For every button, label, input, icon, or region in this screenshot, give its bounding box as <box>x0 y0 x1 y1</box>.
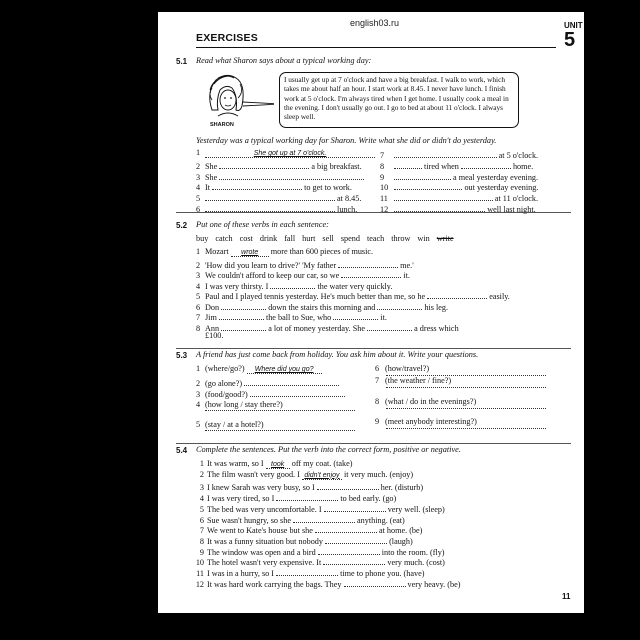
item-text: at 8.45. <box>337 194 362 204</box>
item-text: She <box>205 161 218 171</box>
exercise-item <box>196 247 373 257</box>
question-item <box>375 364 429 373</box>
item-number: 12 <box>380 205 389 214</box>
answer-line[interactable] <box>386 408 546 409</box>
item-number: 1 <box>199 459 204 468</box>
item-number: 7 <box>196 313 201 322</box>
item-text: out yesterday evening. <box>464 183 539 193</box>
handwritten-answer: didn't enjoy <box>304 471 340 479</box>
item-number: 2 <box>199 469 204 479</box>
handwritten-answer: Where did you go? <box>254 366 314 373</box>
item-number: 8 <box>380 161 385 171</box>
answer-blank[interactable] <box>276 566 338 576</box>
item-text: a meal yesterday evening. <box>453 172 539 182</box>
item-number: 8 <box>375 397 380 406</box>
item-text: The film wasn't very good. I <box>207 469 300 479</box>
item-number: 12 <box>195 579 204 589</box>
question-item <box>196 397 285 409</box>
verb-list <box>196 234 454 243</box>
answer-blank[interactable] <box>333 310 378 320</box>
answer-blank[interactable] <box>338 258 398 268</box>
answer-blank[interactable] <box>205 191 335 201</box>
item-number: 6 <box>375 364 380 373</box>
item-number: 5 <box>199 504 204 514</box>
exercise-item <box>194 470 413 480</box>
answer-blank[interactable] <box>367 321 412 331</box>
item-text: Sue wasn't hungry, so she <box>207 515 291 525</box>
answer-blank[interactable] <box>231 247 269 257</box>
item-text: at 5 o'clock. <box>498 151 539 160</box>
item-number: 6 <box>196 302 201 312</box>
question-prompt: (how/travel?) <box>385 364 430 373</box>
item-text: The window was open and a bird <box>207 547 316 557</box>
item-number: 7 <box>375 376 380 385</box>
exercise-instruction: Read what Sharon says about a typical working day: <box>196 56 372 65</box>
answer-line[interactable] <box>386 428 546 429</box>
item-number: 8 <box>196 323 201 333</box>
item-number: 10 <box>195 558 204 568</box>
item-number: 7 <box>199 526 204 536</box>
item-text: at 11 o'clock. <box>494 194 539 204</box>
question-item <box>375 417 477 426</box>
item-text: It was hard work carrying the bags. They <box>207 579 342 589</box>
item-text: We went to Kate's house but she <box>207 526 313 536</box>
item-text: a dress which <box>414 323 459 333</box>
item-number: 1 <box>196 364 201 373</box>
item-text: her. (disturb) <box>380 483 424 493</box>
exercise-number: 5.4 <box>176 446 188 455</box>
exercise-instruction: Put one of these verbs in each sentence: <box>196 220 329 229</box>
item-text: (laugh) <box>389 536 413 546</box>
item-text: Paul and I played tennis yesterday. He's much better than me, so he <box>205 292 426 301</box>
item-text: I knew Sarah was very busy, so I <box>207 483 315 493</box>
unit-number: 5 <box>564 29 576 51</box>
item-number: 4 <box>196 281 201 291</box>
item-number: 9 <box>380 172 385 182</box>
answer-blank[interactable] <box>394 159 422 169</box>
item-text: more than 600 pieces of music. <box>270 247 374 256</box>
item-text: Mozart <box>205 247 229 256</box>
page-number: 11 <box>562 592 571 601</box>
item-text: me.' <box>400 260 414 270</box>
item-text: very much. (cost) <box>387 558 445 568</box>
item-number: 4 <box>196 400 201 409</box>
item-text: tired when <box>424 161 459 171</box>
section-divider <box>176 348 571 349</box>
item-number: 6 <box>199 515 204 525</box>
workbook-page <box>158 12 584 613</box>
question-prompt: (where/go?) <box>205 364 245 373</box>
sharon-portrait-icon <box>200 70 274 122</box>
item-number: 7 <box>380 151 385 160</box>
item-number: 9 <box>199 547 204 557</box>
person-label: SHARON <box>210 122 234 128</box>
answer-blank[interactable] <box>219 310 264 320</box>
handwritten-answer: took <box>271 461 285 468</box>
item-text: it. <box>380 313 387 322</box>
item-number: 5 <box>196 292 201 301</box>
item-text: it. <box>403 271 410 280</box>
answer-blank[interactable] <box>394 148 497 158</box>
verb-words: buy catch cost drink fall hurt sell spend teach throw win <box>196 234 437 243</box>
exercise-number: 5.3 <box>176 351 188 360</box>
answer-line[interactable] <box>205 430 355 431</box>
answer-blank[interactable] <box>270 279 315 289</box>
answer-blank[interactable] <box>302 470 342 480</box>
item-text: I was very thirsty. I <box>205 281 269 291</box>
item-text: to bed early. (go) <box>340 494 397 504</box>
answer-blank[interactable] <box>244 376 339 386</box>
exercise-instruction: Complete the sentences. Put the verb into the correct form, positive or negative. <box>196 445 461 454</box>
item-text: The bed was very uncomfortable. I <box>207 504 322 514</box>
exercise-number: 5.1 <box>176 57 188 66</box>
exercise-instruction-2: Yesterday was a typical working day for Sharon. Write what she did or didn't do yesterday. <box>196 136 497 145</box>
item-number: 2 <box>196 161 201 171</box>
answer-blank[interactable] <box>461 159 511 169</box>
item-number: 4 <box>199 494 204 504</box>
answer-blank[interactable] <box>394 202 485 212</box>
answer-blank[interactable] <box>266 459 290 469</box>
item-text: to get to work. <box>304 183 352 193</box>
handwritten-answer: wrote <box>241 249 259 256</box>
item-text: She <box>205 172 218 182</box>
item-text: off my coat. (take) <box>291 459 353 468</box>
site-watermark: english03.ru <box>350 18 400 28</box>
item-number: 3 <box>199 483 204 493</box>
answer-blank[interactable] <box>323 555 385 565</box>
item-text: very heavy. (be) <box>407 579 461 589</box>
exercises-title: EXERCISES <box>196 32 258 44</box>
item-text: easily. <box>489 292 510 301</box>
item-text: lunch. <box>337 205 358 214</box>
item-text: into the room. (fly) <box>381 547 445 557</box>
answer-blank[interactable] <box>276 491 338 501</box>
item-text: It was warm, so I <box>207 459 264 468</box>
item-text: time to phone you. (have) <box>340 569 425 578</box>
item-text: Jim <box>205 313 217 322</box>
item-text: Ann <box>205 323 220 333</box>
item-text: the ball to Sue, who <box>265 313 332 322</box>
question-prompt: (meet anybody interesting?) <box>385 417 477 426</box>
question-prompt: (food/good?) <box>205 390 248 399</box>
title-rule <box>196 47 556 48</box>
question-prompt: (go alone?) <box>205 379 243 388</box>
exercise-number: 5.2 <box>176 221 188 230</box>
answer-blank[interactable] <box>247 364 322 374</box>
item-text: Don <box>205 302 220 312</box>
item-number: 5 <box>196 194 201 204</box>
item-number: 1 <box>196 247 201 256</box>
exercise-item <box>196 321 459 333</box>
question-item <box>196 417 266 429</box>
answer-blank[interactable] <box>205 202 335 212</box>
answer-blank[interactable] <box>344 577 406 587</box>
question-prompt: (what / do in the evenings?) <box>385 397 477 406</box>
answer-blank[interactable] <box>212 180 302 190</box>
section-divider <box>176 212 571 213</box>
answer-blank[interactable] <box>221 321 266 331</box>
answer-blank[interactable] <box>377 300 422 310</box>
answer-blank[interactable] <box>205 148 375 158</box>
answer-blank[interactable] <box>325 534 387 544</box>
item-text: I was in a hurry, so I <box>207 569 274 578</box>
question-item <box>375 376 451 385</box>
item-number: 11 <box>196 569 204 578</box>
answer-blank[interactable] <box>315 523 377 533</box>
speech-bubble: I usually get up at 7 o'clock and have a big breakfast. I walk to work, which takes me about half an hour. I start work at 8.45. I never have lunch. I finish work at 5 o'clock. I'm always tired when I get home. I usually cook a meal in the evening. I don't usually go out. I go to bed at about 11 o'clock. I always sleep well. <box>279 72 519 128</box>
item-text: £100. <box>205 331 224 340</box>
item-text: a lot of money yesterday. She <box>268 323 365 333</box>
item-text: It <box>205 183 211 193</box>
question-item <box>375 397 476 406</box>
answer-blank[interactable] <box>394 170 451 180</box>
item-number: 2 <box>196 260 201 270</box>
question-item <box>196 364 322 374</box>
item-number: 6 <box>196 205 201 214</box>
item-text: I was very tired, so I <box>207 494 275 504</box>
answer-blank[interactable] <box>219 159 309 169</box>
item-number: 3 <box>196 271 201 280</box>
question-prompt: (stay / at a hotel?) <box>205 420 264 429</box>
item-number: 3 <box>196 390 201 399</box>
question-prompt: (how long / stay there?) <box>205 400 283 409</box>
exercise-item <box>194 459 353 469</box>
answer-blank[interactable] <box>221 300 266 310</box>
answer-blank[interactable] <box>394 180 462 190</box>
answer-line[interactable] <box>386 387 546 388</box>
answer-blank[interactable] <box>219 170 364 180</box>
item-text: home. <box>512 161 534 171</box>
item-text: his leg. <box>424 302 449 312</box>
handwritten-answer: She got up at 7 o'clock. <box>253 150 327 157</box>
answer-blank[interactable] <box>427 289 487 299</box>
item-text: It was a funny situation but nobody <box>207 536 323 546</box>
item-text: the water very quickly. <box>317 281 393 291</box>
question-prompt: (the weather / fine?) <box>385 376 452 385</box>
section-divider <box>176 443 571 444</box>
answer-blank[interactable] <box>394 191 493 201</box>
item-number: 1 <box>196 148 201 157</box>
struck-verb: write <box>436 234 454 243</box>
exercise-instruction: A friend has just come back from holiday. You ask him about it. Write your questions. <box>196 350 479 359</box>
item-number: 8 <box>199 536 204 546</box>
item-text: 'How did you learn to drive?' 'My father <box>205 260 337 270</box>
answer-blank[interactable] <box>317 480 379 490</box>
exercise-item <box>194 577 460 589</box>
item-text: The hotel wasn't very expensive. It <box>207 558 322 568</box>
item-text: anything. (eat) <box>357 515 405 525</box>
unit-label: UNIT <box>564 21 583 30</box>
item-text: it very much. (enjoy) <box>343 469 414 479</box>
item-text: very well. (sleep) <box>387 504 445 514</box>
item-number: 4 <box>196 183 201 193</box>
answer-blank[interactable] <box>318 545 380 555</box>
item-text: We couldn't afford to keep our car, so we <box>205 271 340 280</box>
item-number: 3 <box>196 172 201 182</box>
exercise-item <box>196 331 223 340</box>
item-number: 10 <box>380 183 389 193</box>
answer-blank[interactable] <box>324 502 386 512</box>
item-text: down the stairs this morning and <box>268 302 376 312</box>
item-text: at home. (be) <box>378 526 423 536</box>
item-number: 2 <box>196 379 201 388</box>
answer-blank[interactable] <box>341 268 401 278</box>
exercise-item <box>196 148 375 158</box>
item-number: 11 <box>380 194 388 204</box>
answer-blank[interactable] <box>250 387 345 397</box>
item-text: well last night. <box>487 205 536 214</box>
answer-line[interactable] <box>205 410 355 411</box>
item-text: a big breakfast. <box>311 161 362 171</box>
item-number: 5 <box>196 420 201 429</box>
item-number: 9 <box>375 417 380 426</box>
answer-blank[interactable] <box>293 513 355 523</box>
